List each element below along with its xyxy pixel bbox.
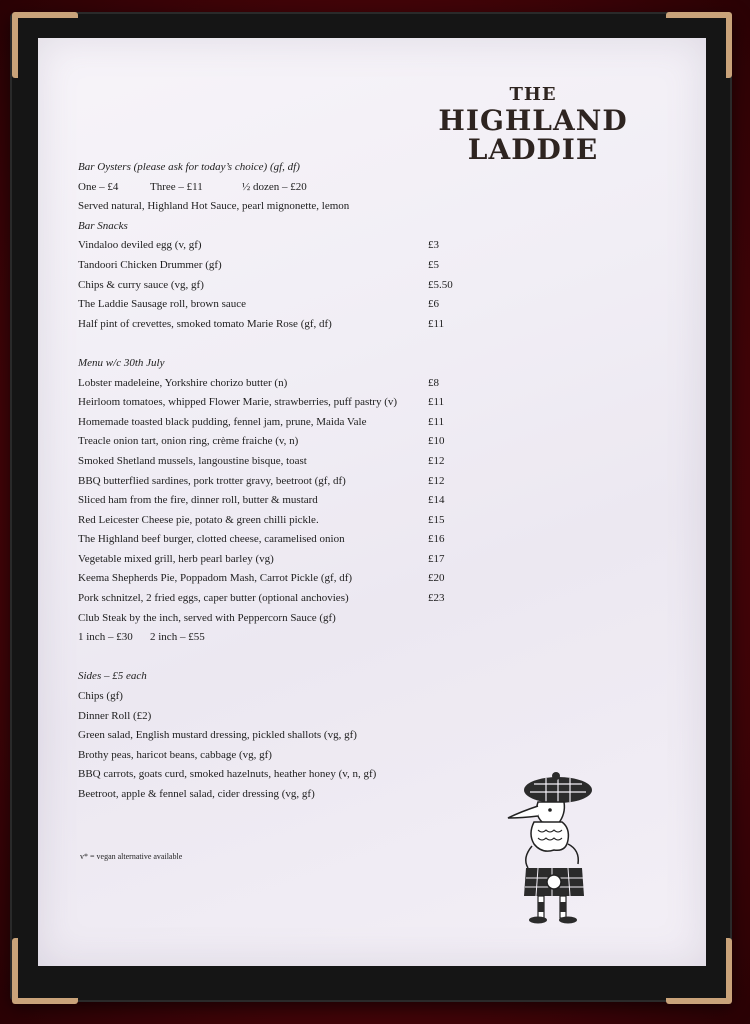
item-name: Treacle onion tart, onion ring, crème fraiche (v, n) <box>78 435 299 448</box>
item-name: Club Steak by the inch, served with Peppercorn Sauce (gf) <box>78 611 336 624</box>
item-name: Homemade toasted black pudding, fennel jam, prune, Maida Vale <box>78 415 367 428</box>
menu-item <box>78 276 498 296</box>
side-item: Green salad, English mustard dressing, pickled shallots (vg, gf) <box>78 729 357 742</box>
oyster-option: Three – £11 <box>150 180 203 193</box>
oysters-served: Served natural, Highland Hot Sauce, pearl mignonette, lemon <box>78 200 350 213</box>
menu-item <box>78 491 498 511</box>
menu-page <box>38 38 706 966</box>
menu-content <box>78 158 498 805</box>
item-price: £12 <box>428 454 445 467</box>
menu-item <box>78 589 498 609</box>
item-price: £12 <box>428 474 445 487</box>
menu-heading: Menu w/c 30th July <box>78 356 165 369</box>
item-price: £5.50 <box>428 278 453 291</box>
menu-item <box>78 393 498 413</box>
side-item: Chips (gf) <box>78 690 123 703</box>
menu-item <box>78 472 498 492</box>
menu-item <box>78 432 498 452</box>
item-price: £11 <box>428 396 445 409</box>
oyster-option: ½ dozen – £20 <box>242 180 307 193</box>
menu-item <box>78 569 498 589</box>
menu-item <box>78 452 498 472</box>
menu-item <box>78 295 498 315</box>
snacks-heading: Bar Snacks <box>78 219 128 232</box>
logo-line: THE <box>509 84 557 105</box>
item-price: £5 <box>428 258 439 271</box>
menu-item <box>78 374 498 394</box>
logo-line: HIGHLAND <box>438 104 628 137</box>
side-item: Brothy peas, haricot beans, cabbage (vg, gf) <box>78 748 272 761</box>
steak-option: 2 inch – £55 <box>150 631 205 644</box>
highland-laddie-mascot-icon <box>498 772 608 932</box>
item-name: Vegetable mixed grill, herb pearl barley (vg) <box>78 552 274 565</box>
menu-item <box>78 609 498 629</box>
logo-line: LADDIE <box>467 133 599 166</box>
item-name: BBQ butterflied sardines, pork trotter gravy, beetroot (gf, df) <box>78 474 346 487</box>
item-price: £8 <box>428 376 439 389</box>
restaurant-logo <box>428 86 638 164</box>
item-name: Lobster madeleine, Yorkshire chorizo butter (n) <box>78 376 288 389</box>
item-name: Pork schnitzel, 2 fried eggs, caper butter (optional anchovies) <box>78 592 349 605</box>
item-name: Keema Shepherds Pie, Poppadom Mash, Carrot Pickle (gf, df) <box>78 572 353 585</box>
item-name: Chips & curry sauce (vg, gf) <box>78 278 204 291</box>
steak-option: 1 inch – £30 <box>78 631 133 644</box>
menu-item <box>78 413 498 433</box>
oyster-option: One – £4 <box>78 180 119 193</box>
menu-item <box>78 550 498 570</box>
item-price: £3 <box>428 239 439 252</box>
item-price: £15 <box>428 513 445 526</box>
item-price: £20 <box>428 572 445 585</box>
item-name: The Laddie Sausage roll, brown sauce <box>78 298 246 311</box>
item-name: Half pint of crevettes, smoked tomato Marie Rose (gf, df) <box>78 317 332 330</box>
menu-item <box>78 256 498 276</box>
menu-item <box>78 511 498 531</box>
side-item: BBQ carrots, goats curd, smoked hazelnuts, heather honey (v, n, gf) <box>78 768 377 781</box>
item-name: Vindaloo deviled egg (v, gf) <box>78 239 202 252</box>
item-price: £6 <box>428 298 439 311</box>
item-price: £17 <box>428 552 445 565</box>
item-name: The Highland beef burger, clotted cheese, caramelised onion <box>78 533 345 546</box>
item-price: £11 <box>428 415 445 428</box>
side-item: Beetroot, apple & fennel salad, cider dressing (vg, gf) <box>78 788 315 800</box>
item-name: Heirloom tomatoes, whipped Flower Marie, strawberries, puff pastry (v) <box>78 396 398 409</box>
item-price: £16 <box>428 533 445 546</box>
menu-item <box>78 236 498 256</box>
menu-item <box>78 530 498 550</box>
item-price: £11 <box>428 317 445 330</box>
item-price: £23 <box>428 592 445 605</box>
item-name: Smoked Shetland mussels, langoustine bisque, toast <box>78 454 307 467</box>
vegan-note: v* = vegan alternative available <box>80 852 183 861</box>
item-name: Sliced ham from the fire, dinner roll, butter & mustard <box>78 494 318 507</box>
oysters-heading: Bar Oysters (please ask for today’s choice) (gf, df) <box>78 161 300 173</box>
sides-heading: Sides – £5 each <box>78 670 147 683</box>
item-price: £14 <box>428 494 445 507</box>
steak-options <box>78 628 498 648</box>
item-name: Tandoori Chicken Drummer (gf) <box>78 258 222 271</box>
item-price: £10 <box>428 435 445 448</box>
item-name: Red Leicester Cheese pie, potato & green chilli pickle. <box>78 513 319 526</box>
side-item: Dinner Roll (£2) <box>78 709 152 722</box>
oysters-options <box>78 178 498 198</box>
menu-item <box>78 315 498 335</box>
